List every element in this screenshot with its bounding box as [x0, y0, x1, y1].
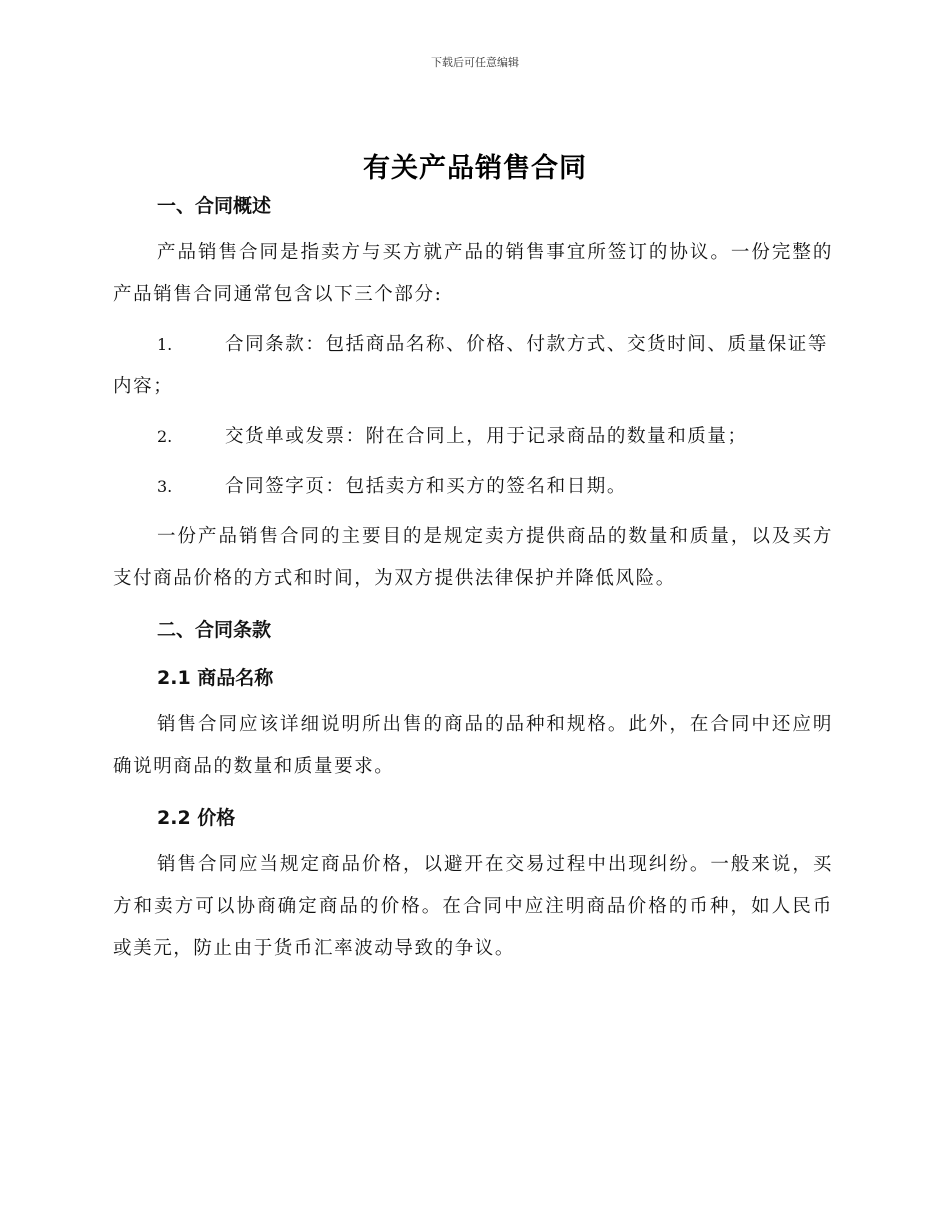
document-title: 有关产品销售合同 — [363, 153, 587, 184]
list-item — [113, 466, 833, 508]
overview-paragraph-1: 产品销售合同是指卖方与买方就产品的销售事宜所签订的协议。一份完整的产品销售合同通常包含以下三个部分: — [113, 242, 833, 305]
overview-paragraph-2: 一份产品销售合同的主要目的是规定卖方提供商品的数量和质量，以及买方支付商品价格的方式和时间，为双方提供法律保护并降低风险。 — [113, 526, 833, 589]
list-item — [113, 416, 833, 458]
section-heading-overview: 一、合同概述 — [157, 195, 272, 217]
document-body — [113, 188, 833, 970]
list-item-text: 合同签字页：包括卖方和买方的签名和日期。 — [225, 476, 628, 497]
section-heading-terms: 二、合同条款 — [157, 619, 272, 641]
price-paragraph: 销售合同应当规定商品价格，以避开在交易过程中出现纠纷。一般来说，买方和卖方可以协商确定商品的价格。在合同中应注明商品价格的币种，如人民币或美元，防止由于货币汇率波动导致的争议。 — [113, 854, 833, 959]
product-name-paragraph: 销售合同应该详细说明所出售的商品的品种和规格。此外，在合同中还应明确说明商品的数量和质量要求。 — [113, 714, 833, 777]
page-header: 下载后可任意编辑 — [431, 56, 519, 69]
list-item-number: 2. — [157, 427, 173, 446]
list-item — [113, 324, 833, 408]
list-item-text: 合同条款：包括商品名称、价格、付款方式、交货时间、质量保证等内容； — [113, 334, 829, 397]
subsection-heading-product-name: 2.1 商品名称 — [157, 667, 274, 689]
list-item-text: 交货单或发票：附在合同上，用于记录商品的数量和质量； — [225, 426, 748, 447]
list-item-number: 3. — [157, 477, 173, 496]
list-item-number: 1. — [157, 335, 173, 354]
subsection-heading-price: 2.2 价格 — [157, 807, 236, 829]
